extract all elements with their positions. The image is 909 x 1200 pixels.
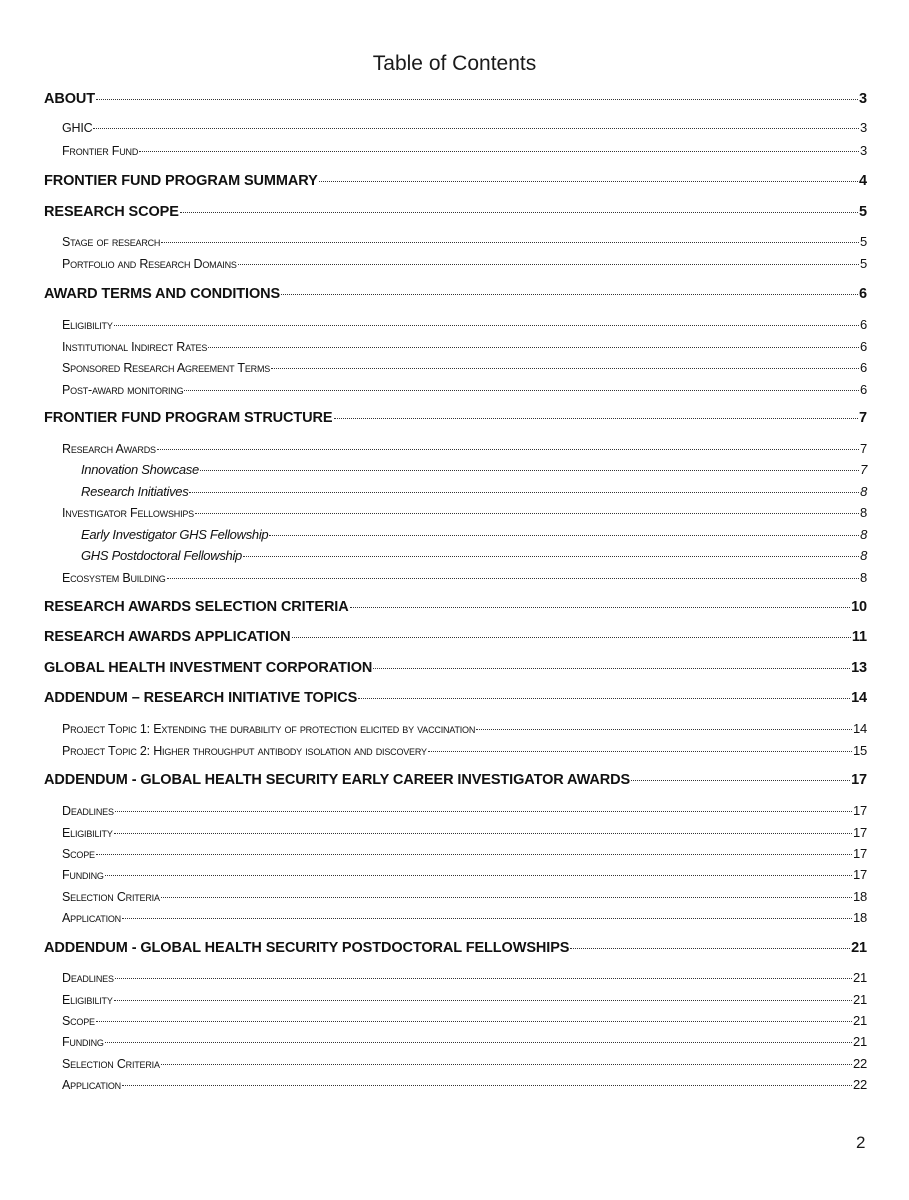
toc-entry-label: Project Topic 2: Higher throughput antibody isolation and discovery	[62, 744, 427, 758]
toc-subsection-entry[interactable]	[62, 1056, 867, 1071]
toc-subsection-entry[interactable]	[62, 910, 867, 925]
dot-leader	[114, 1000, 852, 1001]
toc-entry-label: Selection Criteria	[62, 890, 160, 904]
toc-entry-label: Sponsored Research Agreement Terms	[62, 361, 271, 375]
toc-subsection-entry[interactable]	[62, 743, 867, 758]
dot-leader	[208, 347, 859, 348]
dot-leader	[96, 99, 858, 100]
toc-entry-page: 8	[859, 505, 867, 520]
toc-section-entry[interactable]	[44, 629, 867, 645]
toc-entry-page: 8	[860, 548, 867, 563]
toc-section-entry[interactable]	[44, 940, 867, 956]
toc-entry-page: 8	[860, 484, 867, 499]
dot-leader	[161, 1064, 852, 1065]
toc-subsection-entry[interactable]	[62, 143, 867, 158]
toc-entry-label: Frontier Fund	[62, 144, 139, 158]
toc-entry-label: RESEARCH AWARDS APPLICATION	[44, 629, 291, 645]
toc-entry-page: 13	[851, 660, 867, 676]
toc-subsection-entry[interactable]	[62, 339, 867, 354]
toc-entry-label: GLOBAL HEALTH INVESTMENT CORPORATION	[44, 660, 373, 676]
toc-entry-label: Innovation Showcase	[81, 462, 199, 477]
dot-leader	[358, 698, 850, 699]
toc-entry-label: ADDENDUM - GLOBAL HEALTH SECURITY POSTDOCTORAL FELLOWSHIPS	[44, 940, 570, 956]
toc-section-entry[interactable]	[44, 286, 867, 302]
toc-subsection-entry[interactable]	[62, 992, 867, 1007]
toc-entry-page: 10	[851, 599, 867, 615]
toc-subsection-entry[interactable]	[62, 803, 867, 818]
toc-entry-page: 22	[852, 1077, 867, 1092]
toc-entry-label: GHS Postdoctoral Fellowship	[81, 548, 242, 563]
toc-entry-label: AWARD TERMS AND CONDITIONS	[44, 286, 281, 302]
toc-entry-page: 17	[852, 803, 867, 818]
toc-entry-page: 14	[851, 690, 867, 706]
dot-leader	[139, 151, 859, 152]
dot-leader	[161, 242, 859, 243]
dot-leader	[96, 1021, 852, 1022]
dot-leader	[93, 128, 859, 129]
toc-subsection-entry[interactable]	[62, 360, 867, 375]
toc-subsection-entry[interactable]	[62, 846, 867, 861]
toc-entry-page: 15	[852, 743, 867, 758]
toc-subsection-entry[interactable]	[62, 867, 867, 882]
dot-leader	[96, 854, 852, 855]
toc-entry-label: GHIC	[62, 121, 93, 135]
toc-entry-page: 21	[851, 940, 867, 956]
toc-entry-page: 11	[851, 629, 867, 645]
toc-entry-page: 6	[859, 286, 867, 302]
toc-entry-page: 7	[860, 462, 867, 477]
toc-entry-label: Application	[62, 911, 121, 925]
toc-subsection-entry[interactable]	[62, 505, 867, 520]
toc-entry-page: 6	[859, 339, 867, 354]
toc-entry-page: 22	[852, 1056, 867, 1071]
toc-entry-page: 7	[859, 441, 867, 456]
toc-subsubsection-entry[interactable]	[81, 548, 867, 563]
toc-entry-label: ADDENDUM – RESEARCH INITIATIVE TOPICS	[44, 690, 358, 706]
dot-leader	[319, 181, 858, 182]
toc-entry-label: Funding	[62, 1035, 104, 1049]
toc-section-entry[interactable]	[44, 173, 867, 189]
dot-leader	[161, 897, 852, 898]
toc-entry-label: Institutional Indirect Rates	[62, 340, 208, 354]
toc-entry-page: 18	[852, 889, 867, 904]
toc-entry-page: 3	[859, 91, 867, 107]
toc-subsection-entry[interactable]	[62, 889, 867, 904]
toc-subsection-entry[interactable]	[62, 317, 867, 332]
toc-subsubsection-entry[interactable]	[81, 484, 867, 499]
toc-entry-page: 17	[852, 825, 867, 840]
toc-entry-page: 7	[859, 410, 867, 426]
dot-leader	[115, 978, 852, 979]
toc-entry-label: Ecosystem Building	[62, 571, 166, 585]
page-title: Table of Contents	[372, 52, 537, 75]
toc-entry-page: 3	[859, 120, 867, 135]
toc-section-entry[interactable]	[44, 772, 867, 788]
dot-leader	[184, 390, 859, 391]
dot-leader	[292, 637, 851, 638]
toc-entry-label: Deadlines	[62, 804, 114, 818]
toc-entry-label: ABOUT	[44, 91, 96, 107]
toc-entry-page: 4	[859, 173, 867, 189]
toc-entry-label: FRONTIER FUND PROGRAM SUMMARY	[44, 173, 318, 189]
dot-leader	[428, 751, 852, 752]
toc-subsection-entry[interactable]	[62, 382, 867, 397]
toc-entry-label: Scope	[62, 847, 95, 861]
dot-leader	[189, 492, 859, 493]
toc-entry-label: Project Topic 1: Extending the durability of protection elicited by vaccination	[62, 722, 476, 736]
toc-subsection-entry[interactable]	[62, 441, 867, 456]
toc-section-entry[interactable]	[44, 410, 867, 426]
toc-entry-page: 6	[859, 382, 867, 397]
dot-leader	[115, 811, 852, 812]
toc-entry-label: Scope	[62, 1014, 95, 1028]
page-number: 2	[856, 1133, 866, 1152]
toc-entry-page: 6	[859, 360, 867, 375]
toc-entry-page: 8	[859, 570, 867, 585]
toc-entry-page: 5	[859, 256, 867, 271]
dot-leader	[350, 607, 850, 608]
dot-leader	[238, 264, 859, 265]
toc-entry-page: 18	[852, 910, 867, 925]
toc-entry-page: 5	[859, 204, 867, 220]
toc-subsection-entry[interactable]	[62, 1077, 867, 1092]
toc-subsubsection-entry[interactable]	[81, 462, 867, 477]
toc-entry-label: Eligibility	[62, 826, 113, 840]
toc-subsection-entry[interactable]	[62, 120, 867, 135]
toc-subsection-entry[interactable]	[62, 570, 867, 585]
toc-entry-page: 21	[852, 1013, 867, 1028]
dot-leader	[373, 668, 850, 669]
toc-subsubsection-entry[interactable]	[81, 527, 867, 542]
toc-section-entry[interactable]	[44, 690, 867, 706]
toc-entry-label: Eligibility	[62, 318, 113, 332]
dot-leader	[180, 212, 858, 213]
dot-leader	[570, 948, 850, 949]
dot-leader	[157, 449, 859, 450]
toc-entry-label: RESEARCH SCOPE	[44, 204, 179, 220]
dot-leader	[334, 418, 859, 419]
toc-entry-page: 21	[852, 992, 867, 1007]
toc-entry-page: 14	[852, 721, 867, 736]
toc-entry-label: Portfolio and Research Domains	[62, 257, 237, 271]
dot-leader	[105, 1042, 852, 1043]
dot-leader	[167, 578, 859, 579]
dot-leader	[114, 833, 852, 834]
dot-leader	[271, 368, 859, 369]
toc-entry-label: RESEARCH AWARDS SELECTION CRITERIA	[44, 599, 349, 615]
toc-entry-label: Application	[62, 1078, 121, 1092]
toc-subsection-entry[interactable]	[62, 234, 867, 249]
toc-entry-page: 8	[860, 527, 867, 542]
toc-subsection-entry[interactable]	[62, 970, 867, 985]
toc-entry-page: 21	[852, 970, 867, 985]
toc-entry-page: 21	[852, 1034, 867, 1049]
dot-leader	[114, 325, 859, 326]
toc-entry-page: 3	[859, 143, 867, 158]
toc-entry-label: Stage of research	[62, 235, 161, 249]
toc-entry-label: Selection Criteria	[62, 1057, 160, 1071]
toc-subsection-entry[interactable]	[62, 721, 867, 736]
dot-leader	[476, 729, 852, 730]
dot-leader	[105, 875, 852, 876]
dot-leader	[200, 470, 859, 471]
dot-leader	[122, 1085, 852, 1086]
toc-entry-label: Deadlines	[62, 971, 114, 985]
toc-subsection-entry[interactable]	[62, 256, 867, 271]
toc-subsection-entry[interactable]	[62, 825, 867, 840]
dot-leader	[631, 780, 850, 781]
toc-entry-label: Eligibility	[62, 993, 113, 1007]
toc-entry-label: Research Initiatives	[81, 484, 189, 499]
dot-leader	[243, 556, 859, 557]
toc-section-entry[interactable]	[44, 91, 867, 107]
dot-leader	[122, 918, 852, 919]
dot-leader	[281, 294, 858, 295]
toc-section-entry[interactable]	[44, 204, 867, 220]
toc-section-entry[interactable]	[44, 660, 867, 676]
toc-entry-page: 5	[859, 234, 867, 249]
toc-entry-label: Investigator Fellowships	[62, 506, 194, 520]
dot-leader	[195, 513, 859, 514]
toc-entry-label: Research Awards	[62, 442, 156, 456]
toc-subsection-entry[interactable]	[62, 1013, 867, 1028]
toc-entry-page: 6	[859, 317, 867, 332]
toc-section-entry[interactable]	[44, 599, 867, 615]
toc-entry-page: 17	[851, 772, 867, 788]
toc-entry-page: 17	[852, 846, 867, 861]
toc-entry-label: Early Investigator GHS Fellowship	[81, 527, 269, 542]
toc-subsection-entry[interactable]	[62, 1034, 867, 1049]
toc-entry-page: 17	[852, 867, 867, 882]
toc-entry-label: Post-award monitoring	[62, 383, 184, 397]
toc-entry-label: Funding	[62, 868, 104, 882]
dot-leader	[269, 535, 859, 536]
toc-entry-label: FRONTIER FUND PROGRAM STRUCTURE	[44, 410, 333, 426]
toc-entry-label: ADDENDUM - GLOBAL HEALTH SECURITY EARLY CAREER INVESTIGATOR AWARDS	[44, 772, 631, 788]
